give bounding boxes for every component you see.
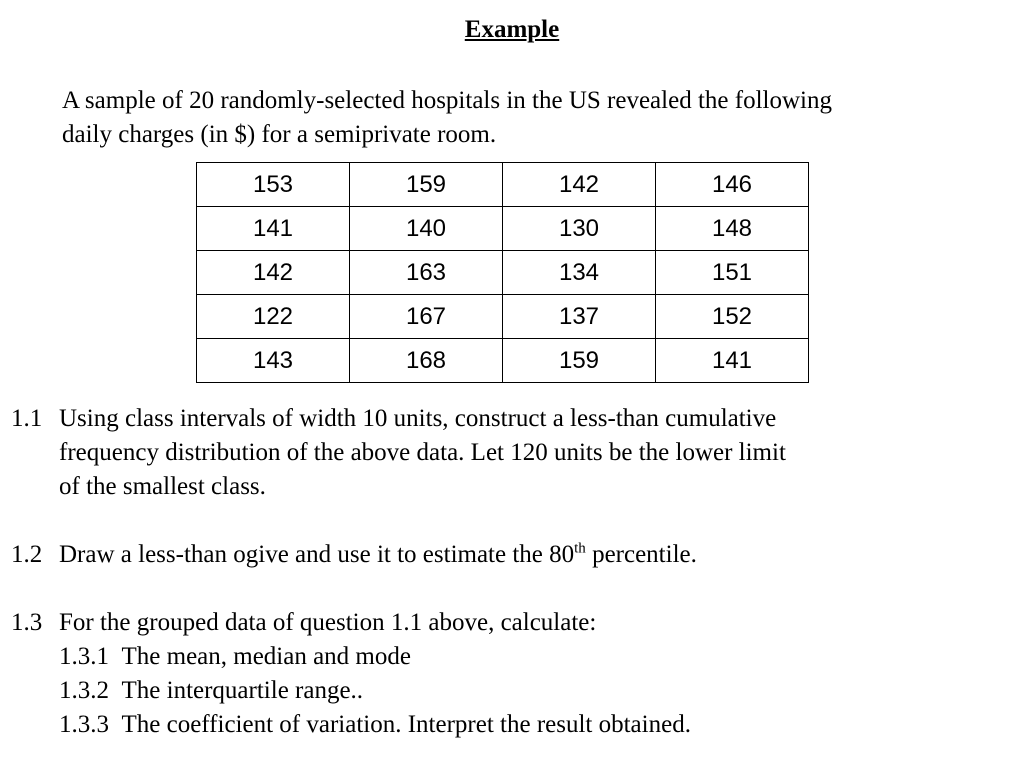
table-cell: 141 xyxy=(197,207,350,251)
question-line: frequency distribution of the above data. Let 120 units be the lower limit xyxy=(59,439,786,466)
table-cell: 163 xyxy=(350,251,503,295)
table-cell: 151 xyxy=(656,251,809,295)
question-line: of the smallest class. xyxy=(59,473,266,500)
sub-item-text: The mean, median and mode xyxy=(121,643,411,670)
question-1-1 xyxy=(11,402,1011,504)
intro-paragraph xyxy=(62,84,962,152)
table-cell: 159 xyxy=(350,163,503,207)
table-cell: 140 xyxy=(350,207,503,251)
table-cell: 159 xyxy=(503,339,656,383)
table-cell: 167 xyxy=(350,295,503,339)
page-title: Example xyxy=(464,16,560,43)
sub-item-text: The coefficient of variation. Interpret the result obtained. xyxy=(121,711,691,738)
intro-line-2: daily charges (in $) for a semiprivate room. xyxy=(62,121,497,148)
question-number: 1.2 xyxy=(11,541,43,568)
question-line: For the grouped data of question 1.1 above, calculate: xyxy=(59,609,597,636)
sub-item xyxy=(59,674,1024,708)
superscript: th xyxy=(574,540,586,557)
table-row xyxy=(197,207,809,251)
table-cell: 130 xyxy=(503,207,656,251)
question-line xyxy=(59,538,1024,572)
table-cell: 142 xyxy=(197,251,350,295)
sub-item xyxy=(59,708,1024,742)
charges-table xyxy=(196,162,809,383)
question-number: 1.1 xyxy=(11,405,43,432)
question-1-2 xyxy=(11,538,1011,572)
sub-item-number: 1.3.1 xyxy=(59,643,109,670)
intro-line-1: A sample of 20 randomly-selected hospitals in the US revealed the following xyxy=(62,87,832,114)
sub-item xyxy=(59,640,1024,674)
table-cell: 122 xyxy=(197,295,350,339)
question-line: Using class intervals of width 10 units, construct a less-than cumulative xyxy=(59,405,777,432)
table-cell: 146 xyxy=(656,163,809,207)
table-row xyxy=(197,251,809,295)
table-cell: 148 xyxy=(656,207,809,251)
table-cell: 141 xyxy=(656,339,809,383)
sub-item-text: The interquartile range.. xyxy=(121,677,364,704)
table-cell: 153 xyxy=(197,163,350,207)
sub-item-number: 1.3.2 xyxy=(59,677,109,704)
table-cell: 152 xyxy=(656,295,809,339)
table-row xyxy=(197,339,809,383)
sub-item-number: 1.3.3 xyxy=(59,711,109,738)
question-1-3 xyxy=(11,606,1011,742)
question-number: 1.3 xyxy=(11,609,43,636)
table-cell: 137 xyxy=(503,295,656,339)
table-cell: 134 xyxy=(503,251,656,295)
table-cell: 143 xyxy=(197,339,350,383)
question-text: percentile. xyxy=(585,541,697,568)
table-row xyxy=(197,295,809,339)
table-row xyxy=(197,163,809,207)
table-cell: 168 xyxy=(350,339,503,383)
question-text: Draw a less-than ogive and use it to estimate the 80 xyxy=(59,541,575,568)
table-cell: 142 xyxy=(503,163,656,207)
